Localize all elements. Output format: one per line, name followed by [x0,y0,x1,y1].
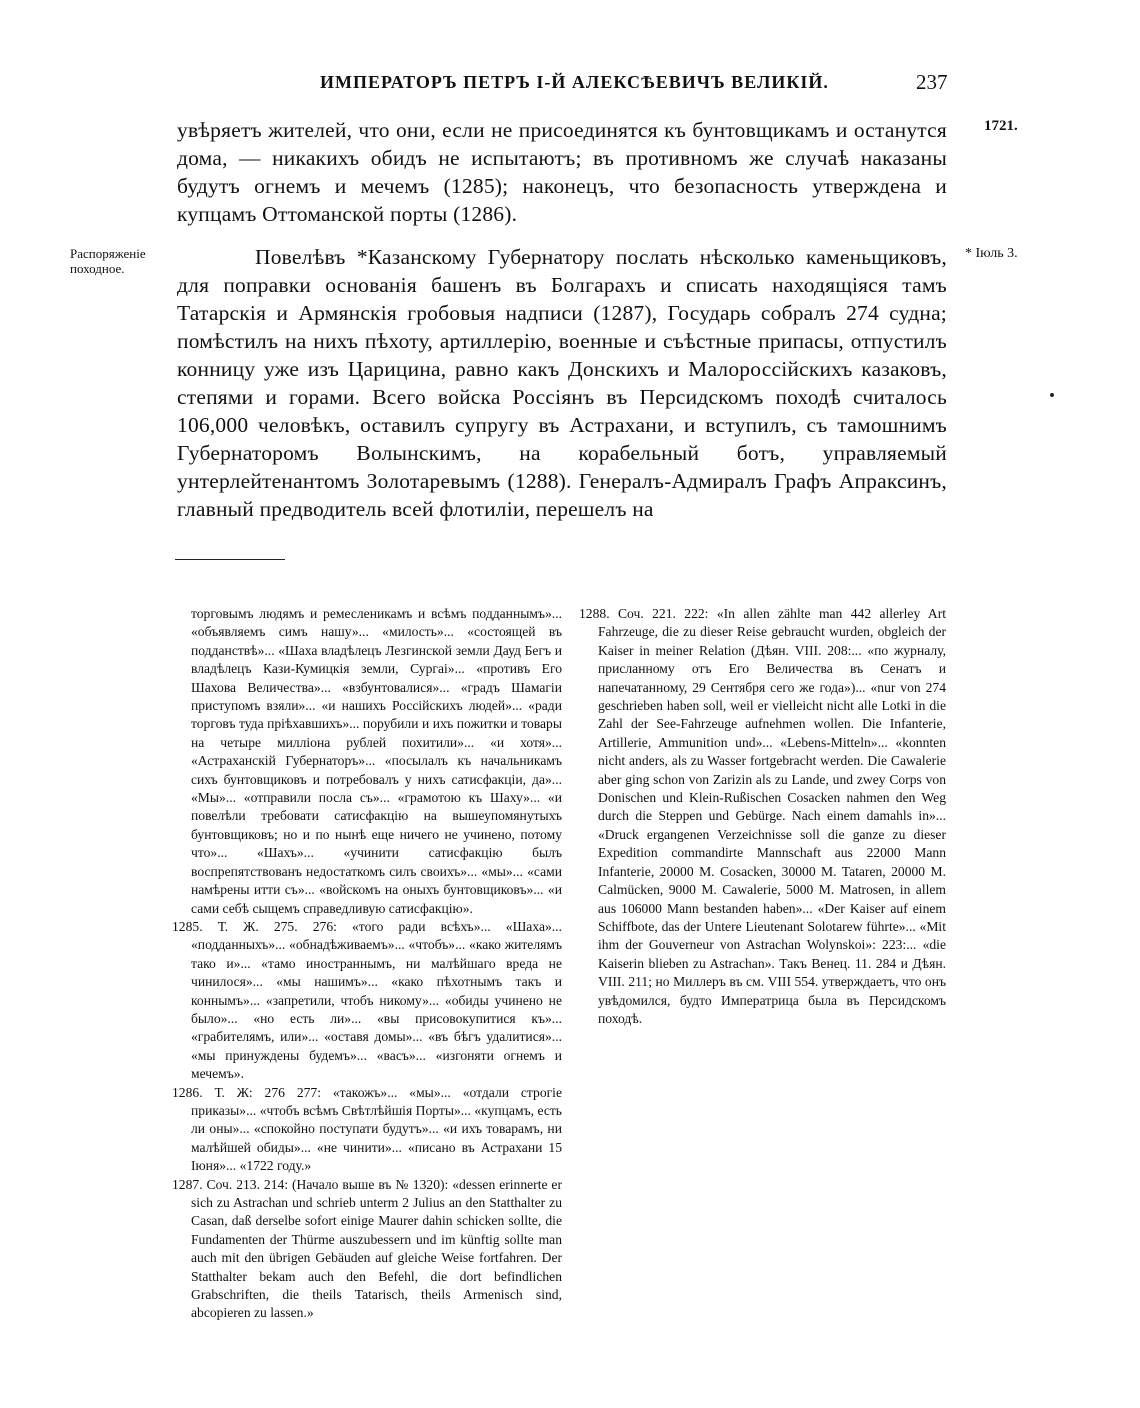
footnote-separator-rule [175,559,285,560]
main-paragraph-1: увѣряетъ жителей, что они, если не присоединятся къ бунтовщикамъ и останутся дома, — никакихъ обидъ не испытаютъ; въ противномъ же случаѣ наказаны будутъ огнемъ и мечемъ (1285); наконецъ, что безопасность утверждена и купцамъ Оттоманской порты (1286). [177,118,947,226]
page-number: 237 [916,70,948,94]
main-paragraph-2: Повелѣвъ *Казанскому Губернатору послать нѣсколько каменьщиковъ, для поправки основанія башенъ въ Болгарахъ и списать находящіяся тамъ Татарскія и Армянскія гробовыя надписи (1287), Государь собралъ 274 судна; помѣстилъ на нихъ пѣхоту, артиллерію, военные и съѣстные припасы, отпустилъ конницу уже изъ Царицина, равно какъ Донскихъ и Малороссійскихъ казаковъ, степями и горами. Всего войска Россіянъ въ Персидскомъ походѣ считалось 106,000 человѣкъ, оставилъ супругу въ Астрахани, и вступилъ, съ тамошнимъ Губернаторомъ Волынскимъ, на корабельный ботъ, управляемый унтерлейтенантомъ Золотаревымъ (1288). Генералъ-Адмиралъ Графъ Апраксинъ, главный предводитель всей флотиліи, перешелъ на [177,245,947,521]
footnote-label: 1287. [172,1176,203,1192]
footnote-label: 1288. [579,606,610,621]
margin-year: 1721. [984,118,1018,134]
running-title: ИМПЕРАТОРЪ ПЕТРЪ I-Й АЛЕКСѢЕВИЧЪ ВЕЛИКІЙ. [320,72,829,92]
footnote-1285 [172,918,562,1084]
footnotes-left-column [172,605,562,1323]
footnote-label: 1286. [172,1084,203,1100]
footnotes-right-column [579,605,946,1028]
footnote-label: 1285. [172,918,203,934]
print-speck-mark [1050,393,1054,397]
footnote-text: Соч. 221. 222: «In allen zählte man 442 allerley Art Fahrzeuge, die zu dieser Reise gebraucht wurden, obgleich der Kaiser in meiner Relation (Дѣян. VIII. 208:... «по журналу, присланному отъ Его Величества въ Сенатъ и напечатанному, 29 Сентября сего же года»)... «nur von 274 geschrieben haben soll, weil er vielleicht nicht alle Lotki in die Zahl der See-Fahrzeuge aufnehmen wollen. Die Infanterie, Artillerie, Ammunition und»... «Lebens-Mitteln»... «konnten nicht anders, als zu Wasser fortgebracht werden. Die Cawalerie aber ging schon von Zarizin als zu Lande, und zwey Corps von Donischen und Klein-Rußischen Cosacken nahmen den Weg durch die Steppen und Gebürge. Nach einem damahls in»... «Druck ergangenen Verzeichnisse soll die ganze zu dieser Expedition commandirte Mannschaft aus 22000 Mann Infanterie, 20000 M. Cosacken, 30000 M. Tataren, 20000 M. Calmücken, 9000 M. Cawalerie, 5000 M. Matrosen, in allem aus 106000 Mann bestanden haben»... «Der Kaiser auf einem Schiffbote, das der Untere Lieutenant Solotarew führte»... «Mit ihm der Gouverneur von Astrachan Wolynskoi»: 223:... «die Kaiserin blieben zu Astrachan». Такъ Венец. 11. 284 и Дѣян. VIII. 211; но Миллеръ въ см. VIII 554. утверждаетъ, что онъ увѣдомился, будто Императрица была въ Персидскомъ походѣ. [598,606,946,1026]
footnote-text: Т. Ж. 275. 276: «того ради всѣхъ»... «Шаха»... «подданныхъ»... «обнадѣживаемъ»... «чтобъ»... «како жителямъ тако и»... «тамо иностраннымъ, ни малѣйшаго вреда не чинилося»... «мы нашимъ»... «како пѣхотнымъ такъ и коннымъ»... «запретили, чтобъ никому»... «обиды учинено не было»... «но есть ли»... «вы присовокупитися къ»... «грабителямъ, или»... «оставя домы»... «въ бѣгъ удалитися»... «мы принуждены будемъ»... «васъ»... «изгоняти огнемъ и мечемъ». [191,918,562,1082]
footnote-text: Т. Ж: 276 277: «такожъ»... «мы»... «отдали строгіе приказы»... «чтобъ всѣмъ Свѣтлѣйшія Порты»... «купцамъ, есть ли оны»... «спокойно поступати будутъ»... «и ихъ товарамъ, ни малѣйшей обиды»... «не чинити»... «писано въ Астрахани 15 Іюня»... «1722 году.» [191,1084,562,1174]
footnote-continuation: торговымъ людямъ и ремесленикамъ и всѣмъ подданнымъ»... «объявляемъ симъ нашу»... «милость»... «состоящей въ подданствѣ»... «Шаха владѣлецъ Лезгинской земли Дауд Бегъ и владѣлецъ Кази-Кумицкія земли, Сургаі»... «противъ Его Шахова Величества»... «взбунтовалися»... «градъ Шамагіи приступомъ взяли»... «и нашихъ Россійскихъ людей»... «ради торговъ туда пріѣхавшихъ»... порубили и ихъ пожитки и товары на четыре милліона рублей похитили»... «и хотя»... «Астраханскій Губернаторъ»... «посылалъ къ начальникамъ сихъ бунтовщиковъ и потребовалъ у нихъ сатисфакціи, да»... «Мы»... «отправили посла съ»... «грамотою къ Шаху»... «и повелѣли требовати сатисфакцію на вышеупомянутыхъ бунтовщиковъ; но и по нынѣ еще ничего не учинено, потому что»... «Шахъ»... «учинити сатисфакцію былъ воспрепятствованъ недостаткомъ силъ своихъ»... «мы»... «сами намѣрены итти съ»... «войскомъ на оныхъ бунтовщиковъ»... «и сами себѣ сыщемъ справедливую сатисфакцію». [191,606,562,916]
margin-note-left: Распоряженіе походное. [70,246,146,276]
footnote-1288 [579,605,946,1028]
footnote-1286 [172,1084,562,1176]
footnote-text: Соч. 213. 214: (Начало выше въ № 1320): «dessen erinnerte er sich zu Astrachan und schrieb unterm 2 Julius an den Statthalter zu Casan, daß derselbe sofort einige Maurer dahin schicken sollte, die Fundamenten der Thürme auszubessern und im künftig sollte man auch mit den übrigen Gebäuden auf gleiche Weise fortfahren. Der Statthalter bekam auch den Befehl, die dort befindlichen Grabschriften, die theils Tatarisch, theils Armenisch sind, abcopieren zu lassen.» [191,1176,562,1321]
margin-date-right: * Іюль 3. [965,246,1018,261]
footnote-1287-start [172,1176,562,1323]
